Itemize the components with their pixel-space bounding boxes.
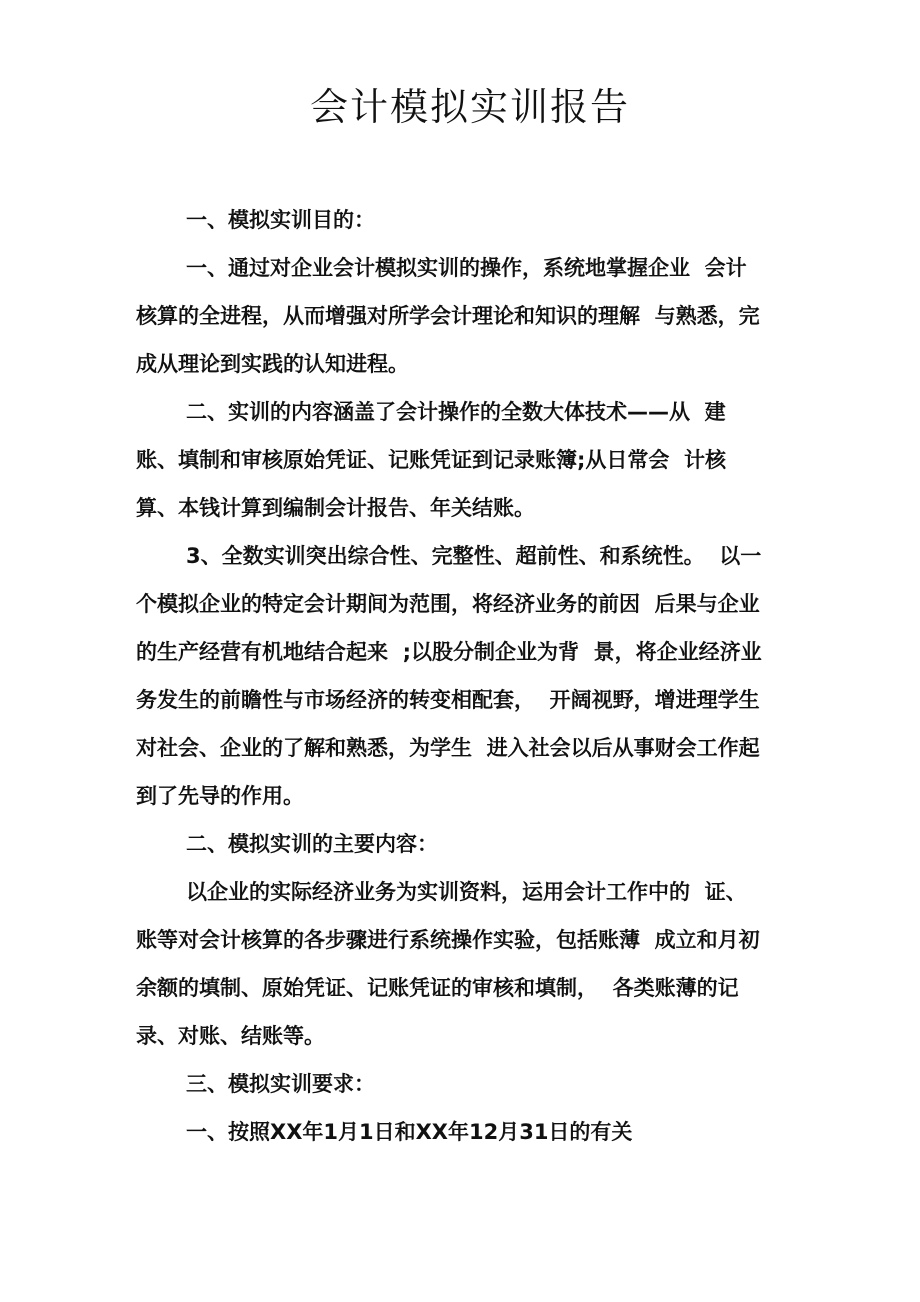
- text-line: 成从理论到实践的认知进程。: [136, 352, 409, 376]
- text-line: 账等对会计核算的各步骤进行系统操作实验，包括账薄 成立和月初: [136, 928, 760, 952]
- text-line: 一、按照XX年1月1日和XX年12月31日的有关: [186, 1120, 633, 1144]
- document-body: [136, 196, 816, 1156]
- text-line: 的生产经营有机地结合起来 ;以股分制企业为背 景，将企业经济业: [136, 640, 762, 664]
- text-line: 二、模拟实训的主要内容：: [186, 832, 438, 856]
- text-line: 务发生的前瞻性与市场经济的转变相配套， 开阔视野，增进理学生: [136, 688, 760, 712]
- text-line: 余额的填制、原始凭证、记账凭证的审核和填制， 各类账薄的记: [136, 976, 739, 1000]
- text-line: 一、模拟实训目的：: [186, 208, 375, 232]
- text-line: 到了先导的作用。: [136, 784, 304, 808]
- text-line: 核算的全进程，从而增强对所学会计理论和知识的理解 与熟悉，完: [136, 304, 760, 328]
- text-line: 三、模拟实训要求：: [186, 1072, 375, 1096]
- text-line: 一、通过对企业会计模拟实训的操作，系统地掌握企业 会计: [186, 256, 747, 280]
- text-line: 录、对账、结账等。: [136, 1024, 325, 1048]
- text-line: 对社会、企业的了解和熟悉，为学生 进入社会以后从事财会工作起: [136, 736, 760, 760]
- text-line: 个模拟企业的特定会计期间为范围，将经济业务的前因 后果与企业: [136, 592, 760, 616]
- document-title: 会计模拟实训报告: [309, 85, 630, 129]
- text-line: 算、本钱计算到编制会计报告、年关结账。: [136, 496, 535, 520]
- text-line: 3、全数实训突出综合性、完整性、超前性、和系统性。 以一: [186, 544, 762, 568]
- text-line: 二、实训的内容涵盖了会计操作的全数大体技术——从 建: [186, 400, 726, 424]
- text-line: 以企业的实际经济业务为实训资料，运用会计工作中的 证、: [186, 880, 747, 904]
- text-line: 账、填制和审核原始凭证、记账凭证到记录账簿;从日常会 计核: [136, 448, 727, 472]
